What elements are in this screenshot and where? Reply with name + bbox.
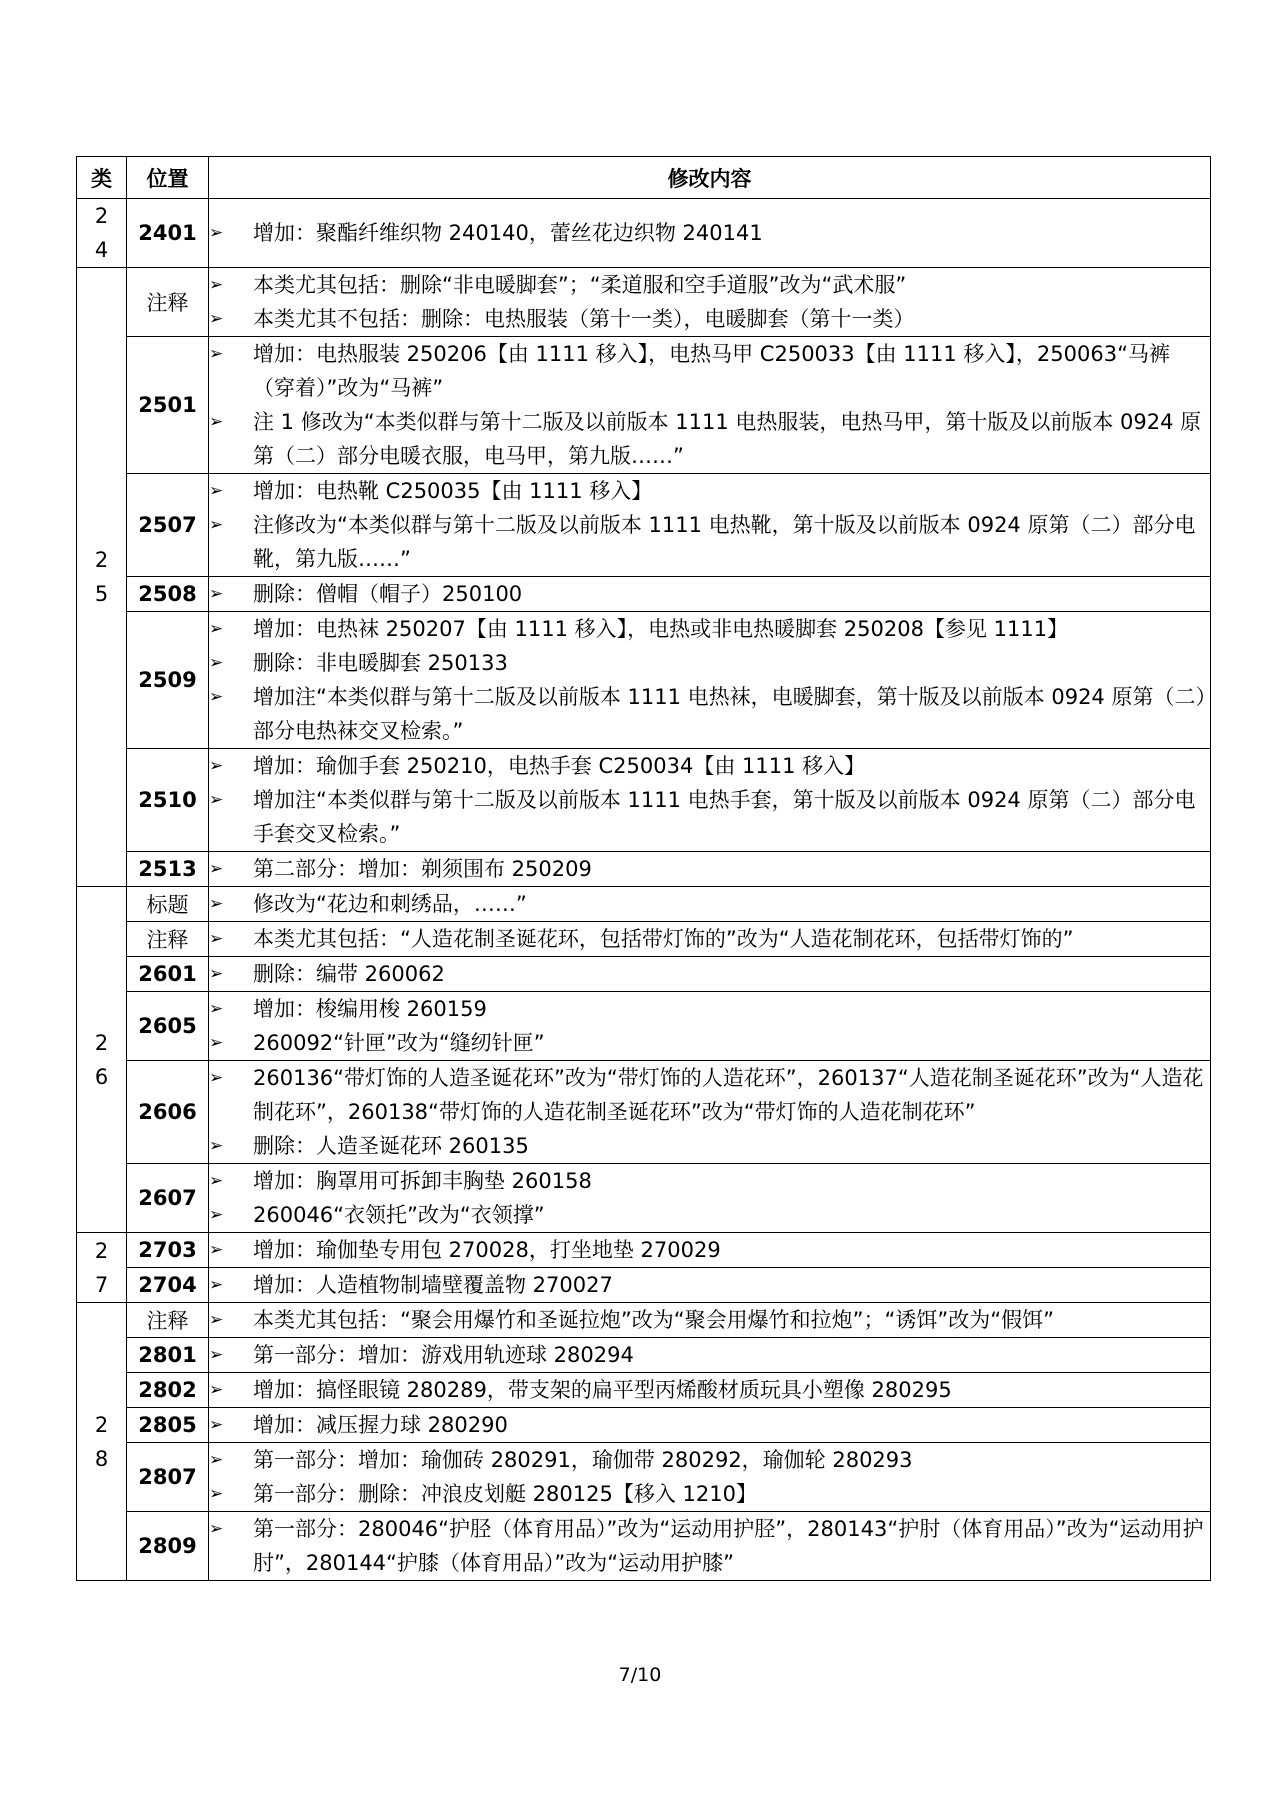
item-text: 增加：电热服装 250206【由 1111 移入】，电热马甲 C250033【由 1111 移入】，250063“马裤（穿着）”改为“马裤”	[253, 342, 1170, 400]
list-item	[209, 302, 1210, 336]
header-content: 修改内容	[209, 157, 1211, 199]
item-text: 260136“带灯饰的人造圣诞花环”改为“带灯饰的人造花环”，260137“人造花制圣诞花环”改为“人造花制花环”，260138“带灯饰的人造花制圣诞花环”改为“带灯饰的人造花制花环”	[253, 1066, 1204, 1124]
list-item	[209, 216, 1210, 250]
position-cell: 2704	[127, 1268, 209, 1303]
list-item	[209, 852, 1210, 886]
table-row	[77, 199, 1211, 268]
table-row	[77, 1268, 1211, 1303]
list-item	[209, 646, 1210, 680]
class-number-cell: 2 4	[77, 199, 127, 268]
bullet-arrow-icon: ➢	[209, 1380, 224, 1400]
bullet-arrow-icon: ➢	[209, 1345, 224, 1365]
table-row	[77, 1512, 1211, 1581]
item-text: 增加：聚酯纤维织物 240140，蕾丝花边织物 240141	[253, 221, 763, 245]
list-item	[209, 749, 1210, 783]
item-text: 修改为“花边和刺绣品，……”	[253, 892, 527, 916]
bullet-arrow-icon: ➢	[209, 1068, 224, 1088]
table-row	[77, 337, 1211, 474]
position-cell: 注释	[127, 1303, 209, 1338]
page-number: 7/10	[618, 1664, 662, 1686]
position-cell: 2510	[127, 749, 209, 852]
bullet-arrow-icon: ➢	[209, 1484, 224, 1504]
header-class: 类	[77, 157, 127, 199]
list-item	[209, 1443, 1210, 1477]
content-cell	[209, 1233, 1211, 1268]
item-text: 增加：搞怪眼镜 280289，带支架的扁平型丙烯酸材质玩具小塑像 280295	[253, 1378, 952, 1402]
table-row	[77, 749, 1211, 852]
content-cell	[209, 612, 1211, 749]
item-text: 增加：瑜伽手套 250210，电热手套 C250034【由 1111 移入】	[253, 754, 866, 778]
list-item	[209, 577, 1210, 611]
class-number-cell: 2 7	[77, 1233, 127, 1303]
list-item	[209, 612, 1210, 646]
bullet-arrow-icon: ➢	[209, 344, 224, 364]
item-text: 增加：梭编用梭 260159	[253, 997, 487, 1021]
bullet-arrow-icon: ➢	[209, 619, 224, 639]
content-cell	[209, 1443, 1211, 1512]
position-cell: 2809	[127, 1512, 209, 1581]
item-text: 本类尤其包括：“人造花制圣诞花环，包括带灯饰的”改为“人造花制花环，包括带灯饰的”	[253, 927, 1074, 951]
item-text: 注 1 修改为“本类似群与第十二版及以前版本 1111 电热服装，电热马甲，第十版及以前版本 0924 原第（二）部分电暖衣服，电马甲，第九版……”	[253, 410, 1202, 468]
table-row	[77, 957, 1211, 992]
position-cell: 2509	[127, 612, 209, 749]
item-text: 本类尤其不包括：删除：电热服装（第十一类），电暖脚套（第十一类）	[253, 307, 915, 331]
table-row	[77, 922, 1211, 957]
table-row	[77, 1233, 1211, 1268]
position-cell: 2507	[127, 474, 209, 577]
item-text: 增加：胸罩用可拆卸丰胸垫 260158	[253, 1169, 592, 1193]
item-text: 增加注“本类似群与第十二版及以前版本 1111 电热袜，电暖脚套，第十版及以前版本 0924 原第（二）部分电热袜交叉检索。”	[253, 685, 1206, 743]
bullet-arrow-icon: ➢	[209, 1033, 224, 1053]
item-text: 增加：瑜伽垫专用包 270028，打坐地垫 270029	[253, 1238, 721, 1262]
bullet-arrow-icon: ➢	[209, 929, 224, 949]
content-cell	[209, 922, 1211, 957]
bullet-arrow-icon: ➢	[209, 275, 224, 295]
table-row	[77, 1408, 1211, 1443]
table-row	[77, 268, 1211, 337]
position-cell: 2605	[127, 992, 209, 1061]
content-cell	[209, 992, 1211, 1061]
position-cell: 2513	[127, 852, 209, 887]
bullet-arrow-icon: ➢	[209, 1275, 224, 1295]
content-cell	[209, 268, 1211, 337]
item-text: 删除：非电暖脚套 250133	[253, 651, 508, 675]
list-item	[209, 1061, 1210, 1129]
bullet-arrow-icon: ➢	[209, 481, 224, 501]
table-row	[77, 1164, 1211, 1233]
item-text: 本类尤其包括：“聚会用爆竹和圣诞拉炮”改为“聚会用爆竹和拉炮”；“诱饵”改为“假饵”	[253, 1308, 1055, 1332]
item-text: 260092“针匣”改为“缝纫针匣”	[253, 1031, 545, 1055]
bullet-arrow-icon: ➢	[209, 1450, 224, 1470]
position-cell: 2801	[127, 1338, 209, 1373]
item-text: 增加注“本类似群与第十二版及以前版本 1111 电热手套，第十版及以前版本 0924 原第（二）部分电手套交叉检索。”	[253, 788, 1196, 846]
table-row	[77, 852, 1211, 887]
list-item	[209, 922, 1210, 956]
content-cell	[209, 1373, 1211, 1408]
item-text: 第一部分：删除：冲浪皮划艇 280125【移入 1210】	[253, 1482, 757, 1506]
bullet-arrow-icon: ➢	[209, 1415, 224, 1435]
content-cell	[209, 474, 1211, 577]
list-item	[209, 1129, 1210, 1163]
list-item	[209, 1026, 1210, 1060]
table-row	[77, 577, 1211, 612]
item-text: 本类尤其包括：删除“非电暖脚套”；“柔道服和空手道服”改为“武术服”	[253, 273, 907, 297]
content-cell	[209, 1268, 1211, 1303]
bullet-arrow-icon: ➢	[209, 859, 224, 879]
list-item	[209, 1233, 1210, 1267]
list-item	[209, 992, 1210, 1026]
list-item	[209, 957, 1210, 991]
position-cell: 2805	[127, 1408, 209, 1443]
position-cell: 2601	[127, 957, 209, 992]
list-item	[209, 337, 1210, 405]
bullet-arrow-icon: ➢	[209, 1171, 224, 1191]
table-row	[77, 612, 1211, 749]
bullet-arrow-icon: ➢	[209, 1136, 224, 1156]
bullet-arrow-icon: ➢	[209, 964, 224, 984]
position-cell: 2607	[127, 1164, 209, 1233]
list-item	[209, 783, 1210, 851]
item-text: 增加：电热靴 C250035【由 1111 移入】	[253, 479, 653, 503]
bullet-arrow-icon: ➢	[209, 687, 224, 707]
bullet-arrow-icon: ➢	[209, 653, 224, 673]
list-item	[209, 508, 1210, 576]
content-cell	[209, 1061, 1211, 1164]
table-row	[77, 474, 1211, 577]
bullet-arrow-icon: ➢	[209, 894, 224, 914]
position-cell: 2508	[127, 577, 209, 612]
item-text: 第一部分：增加：游戏用轨迹球 280294	[253, 1343, 634, 1367]
header-row	[77, 157, 1211, 199]
table-row	[77, 1373, 1211, 1408]
bullet-arrow-icon: ➢	[209, 309, 224, 329]
content-cell	[209, 957, 1211, 992]
table-row	[77, 1443, 1211, 1512]
content-cell	[209, 1338, 1211, 1373]
bullet-arrow-icon: ➢	[209, 515, 224, 535]
item-text: 第二部分：增加：剃须围布 250209	[253, 857, 592, 881]
item-text: 删除：编带 260062	[253, 962, 445, 986]
item-text: 增加：人造植物制墙壁覆盖物 270027	[253, 1273, 613, 1297]
content-cell	[209, 887, 1211, 922]
item-text: 增加：电热袜 250207【由 1111 移入】，电热或非电热暖脚套 250208【参见 1111】	[253, 617, 1069, 641]
list-item	[209, 1408, 1210, 1442]
item-text: 第一部分：增加：瑜伽砖 280291，瑜伽带 280292，瑜伽轮 280293	[253, 1448, 913, 1472]
list-item	[209, 1512, 1210, 1580]
content-cell	[209, 1512, 1211, 1581]
item-text: 删除：僧帽（帽子）250100	[253, 582, 523, 606]
class-number-cell: 2 8	[77, 1303, 127, 1581]
table-row	[77, 1303, 1211, 1338]
header-position: 位置	[127, 157, 209, 199]
position-cell: 2401	[127, 199, 209, 268]
position-cell: 2807	[127, 1443, 209, 1512]
content-cell	[209, 199, 1211, 268]
item-text: 第一部分：280046“护胫（体育用品）”改为“运动用护胫”，280143“护肘（体育用品）”改为“运动用护肘”，280144“护膝（体育用品）”改为“运动用护膝”	[253, 1517, 1204, 1575]
position-cell: 2606	[127, 1061, 209, 1164]
list-item	[209, 1303, 1210, 1337]
position-cell: 2802	[127, 1373, 209, 1408]
bullet-arrow-icon: ➢	[209, 1205, 224, 1225]
position-cell: 2501	[127, 337, 209, 474]
bullet-arrow-icon: ➢	[209, 999, 224, 1019]
position-cell: 注释	[127, 268, 209, 337]
bullet-arrow-icon: ➢	[209, 412, 224, 432]
list-item	[209, 1268, 1210, 1302]
position-cell: 标题	[127, 887, 209, 922]
table-row	[77, 992, 1211, 1061]
content-cell	[209, 852, 1211, 887]
bullet-arrow-icon: ➢	[209, 756, 224, 776]
bullet-arrow-icon: ➢	[209, 1310, 224, 1330]
content-cell	[209, 749, 1211, 852]
list-item	[209, 887, 1210, 921]
position-cell: 注释	[127, 922, 209, 957]
content-cell	[209, 1164, 1211, 1233]
class-number-cell: 2 5	[77, 268, 127, 887]
bullet-arrow-icon: ➢	[209, 1240, 224, 1260]
table-row	[77, 1338, 1211, 1373]
list-item	[209, 680, 1210, 748]
content-cell	[209, 1408, 1211, 1443]
content-cell	[209, 1303, 1211, 1338]
bullet-arrow-icon: ➢	[209, 584, 224, 604]
list-item	[209, 1477, 1210, 1511]
item-text: 增加：减压握力球 280290	[253, 1413, 508, 1437]
content-cell	[209, 577, 1211, 612]
content-cell	[209, 337, 1211, 474]
list-item	[209, 1198, 1210, 1232]
table-row	[77, 1061, 1211, 1164]
list-item	[209, 1373, 1210, 1407]
position-cell: 2703	[127, 1233, 209, 1268]
list-item	[209, 268, 1210, 302]
bullet-arrow-icon: ➢	[209, 1519, 224, 1539]
class-number-cell: 2 6	[77, 887, 127, 1233]
item-text: 注修改为“本类似群与第十二版及以前版本 1111 电热靴，第十版及以前版本 0924 原第（二）部分电靴，第九版……”	[253, 513, 1196, 571]
list-item	[209, 474, 1210, 508]
item-text: 删除：人造圣诞花环 260135	[253, 1134, 529, 1158]
item-text: 260046“衣领托”改为“衣领撑”	[253, 1203, 545, 1227]
table-row	[77, 887, 1211, 922]
list-item	[209, 405, 1210, 473]
list-item	[209, 1338, 1210, 1372]
bullet-arrow-icon: ➢	[209, 790, 224, 810]
bullet-arrow-icon: ➢	[209, 223, 224, 243]
list-item	[209, 1164, 1210, 1198]
amendment-table	[76, 156, 1211, 1581]
